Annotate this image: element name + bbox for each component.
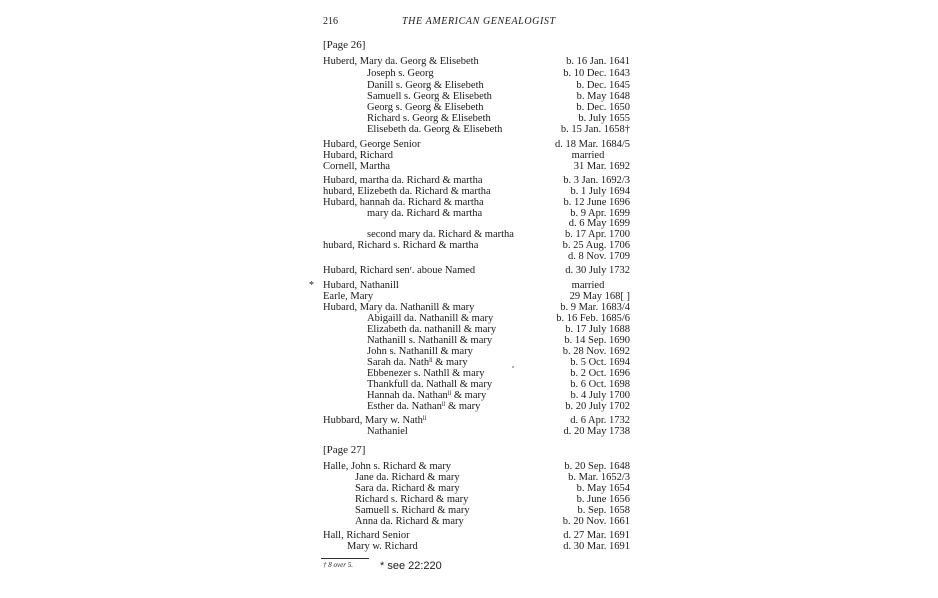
record-date: b. 15 Jan. 1658† bbox=[560, 124, 630, 135]
record-name: hubard, Elizebeth da. Richard & martha bbox=[323, 186, 491, 197]
record-name: Nathaniel bbox=[367, 426, 408, 437]
record-date: b. May 1654 bbox=[576, 483, 630, 494]
record-row bbox=[0, 124, 938, 136]
record-row bbox=[0, 426, 938, 438]
page-number: 216 bbox=[323, 16, 338, 27]
record-date: d. 27 Mar. 1691 bbox=[563, 530, 630, 541]
record-date: b. 28 Nov. 1692 bbox=[562, 346, 630, 357]
record-row bbox=[0, 251, 938, 263]
footnote-see-reference: * see 22:220 bbox=[380, 560, 442, 572]
footnote-rule bbox=[321, 558, 369, 559]
record-date: b. 16 Feb. 1685/6 bbox=[556, 313, 630, 324]
record-date: b. May 1648 bbox=[576, 91, 630, 102]
record-date: b. 9 Mar. 1683/4 bbox=[560, 302, 630, 313]
section-label-page-26: [Page 26] bbox=[323, 39, 366, 51]
record-name: Joseph s. Georg bbox=[367, 68, 434, 79]
record-row bbox=[0, 68, 938, 80]
record-date: d. 18 Mar. 1684/5 bbox=[555, 139, 630, 150]
record-date: b. 17 Apr. 1700 bbox=[564, 229, 630, 240]
record-name: Abigaill da. Nathanill & mary bbox=[367, 313, 494, 324]
record-name: Halle, John s. Richard & mary bbox=[323, 461, 452, 472]
record-date: b. 25 Aug. 1706 bbox=[562, 240, 630, 251]
record-date: b. 20 Sep. 1648 bbox=[564, 461, 630, 472]
record-name: Anna da. Richard & mary bbox=[355, 516, 464, 527]
record-date: 29 May 168[ ] bbox=[569, 291, 630, 302]
record-date: b. July 1655 bbox=[578, 113, 630, 124]
record-name: John s. Nathanill & mary bbox=[367, 346, 473, 357]
asterisk-marker: * bbox=[309, 280, 314, 291]
footnote-dagger: † 8 over 5. bbox=[323, 561, 353, 569]
record-date: b. Dec. 1650 bbox=[576, 102, 630, 113]
record-name: Samuell s. Richard & mary bbox=[355, 505, 470, 516]
record-date: b. Sep. 1658 bbox=[577, 505, 630, 516]
record-date: d. 30 July 1732 bbox=[565, 265, 630, 276]
scan-speck bbox=[512, 366, 514, 368]
record-date: b. 16 Jan. 1641 bbox=[566, 56, 630, 67]
record-name: Nathanill s. Nathanill & mary bbox=[367, 335, 493, 346]
record-name: Hubbard, Mary w. Nathˡˡ bbox=[323, 415, 427, 426]
record-date: d. 6 Apr. 1732 bbox=[570, 415, 630, 426]
record-name: Huberd, Mary da. Georg & Elisebeth bbox=[323, 56, 479, 67]
record-name: Hubard, Mary da. Nathanill & mary bbox=[323, 302, 475, 313]
record-date: b. 17 July 1688 bbox=[565, 324, 630, 335]
record-date: b. 1 July 1694 bbox=[570, 186, 630, 197]
record-date: b. 14 Sep. 1690 bbox=[564, 335, 630, 346]
record-date: b. 10 Dec. 1643 bbox=[563, 68, 630, 79]
record-name: Elizabeth da. nathanill & mary bbox=[367, 324, 497, 335]
record-date: d. 20 May 1738 bbox=[563, 426, 630, 437]
record-date: d. 6 May 1699 bbox=[568, 218, 630, 229]
record-name: Samuell s. Georg & Elisebeth bbox=[367, 91, 492, 102]
record-date: b. 20 Nov. 1661 bbox=[562, 516, 630, 527]
record-date: b. 12 June 1696 bbox=[563, 197, 630, 208]
record-date: married bbox=[571, 280, 605, 291]
record-date: d. 8 Nov. 1709 bbox=[567, 251, 630, 262]
record-date: b. 5 Oct. 1694 bbox=[570, 357, 630, 368]
record-name: Danill s. Georg & Elisebeth bbox=[367, 80, 484, 91]
record-date: b. 4 July 1700 bbox=[570, 390, 630, 401]
record-row bbox=[0, 541, 938, 553]
record-name: Hubard, Richard bbox=[323, 150, 393, 161]
record-date: b. Mar. 1652/3 bbox=[568, 472, 630, 483]
record-name: Hubard, hannah da. Richard & martha bbox=[323, 197, 484, 208]
record-row bbox=[0, 56, 938, 68]
record-row bbox=[0, 516, 938, 528]
record-name: Sara da. Richard & mary bbox=[355, 483, 460, 494]
record-name: Earle, Mary bbox=[323, 291, 374, 302]
record-name: second mary da. Richard & martha bbox=[367, 229, 514, 240]
record-row bbox=[0, 265, 938, 277]
record-date: b. 3 Jan. 1692/3 bbox=[563, 175, 630, 186]
record-name: Hubard, Richard senʳ. aboue Named bbox=[323, 265, 476, 276]
record-name: Jane da. Richard & mary bbox=[355, 472, 460, 483]
record-name: Hall, Richard Senior bbox=[323, 530, 410, 541]
record-date: b. 20 July 1702 bbox=[565, 401, 630, 412]
record-name: hubard, Richard s. Richard & martha bbox=[323, 240, 479, 251]
journal-title: THE AMERICAN GENEALOGIST bbox=[402, 16, 556, 27]
record-name: Sarah da. Nathˡˡ & mary bbox=[367, 357, 468, 368]
section-label-page-27: [Page 27] bbox=[323, 444, 366, 456]
record-name: Mary w. Richard bbox=[347, 541, 418, 552]
record-name: Thankfull da. Nathall & mary bbox=[367, 379, 493, 390]
record-date: b. 6 Oct. 1698 bbox=[570, 379, 630, 390]
record-row bbox=[0, 161, 938, 173]
record-date: b. Dec. 1645 bbox=[576, 80, 630, 91]
record-name: Georg s. Georg & Elisebeth bbox=[367, 102, 484, 113]
record-date: b. 2 Oct. 1696 bbox=[570, 368, 630, 379]
record-name: Hubard, martha da. Richard & martha bbox=[323, 175, 483, 186]
record-name: Hannah da. Nathanˡˡ & mary bbox=[367, 390, 487, 401]
record-name: Hubard, Nathanill bbox=[323, 280, 399, 291]
record-name: Ebbenezer s. Nathll & mary bbox=[367, 368, 485, 379]
record-name: Richard s. Richard & mary bbox=[355, 494, 469, 505]
record-name: Elisebeth da. Georg & Elisebeth bbox=[367, 124, 503, 135]
record-name: mary da. Richard & martha bbox=[367, 208, 483, 219]
record-date: b. 9 Apr. 1699 bbox=[570, 208, 630, 219]
record-date: 31 Mar. 1692 bbox=[573, 161, 630, 172]
record-name: Richard s. Georg & Elisebeth bbox=[367, 113, 491, 124]
record-date: d. 30 Mar. 1691 bbox=[563, 541, 630, 552]
record-row bbox=[0, 401, 938, 413]
record-name: Hubard, George Senior bbox=[323, 139, 421, 150]
record-name: Esther da. Nathanˡˡ & mary bbox=[367, 401, 481, 412]
record-date: b. June 1656 bbox=[576, 494, 630, 505]
record-name: Cornell, Martha bbox=[323, 161, 391, 172]
record-date: married bbox=[571, 150, 605, 161]
